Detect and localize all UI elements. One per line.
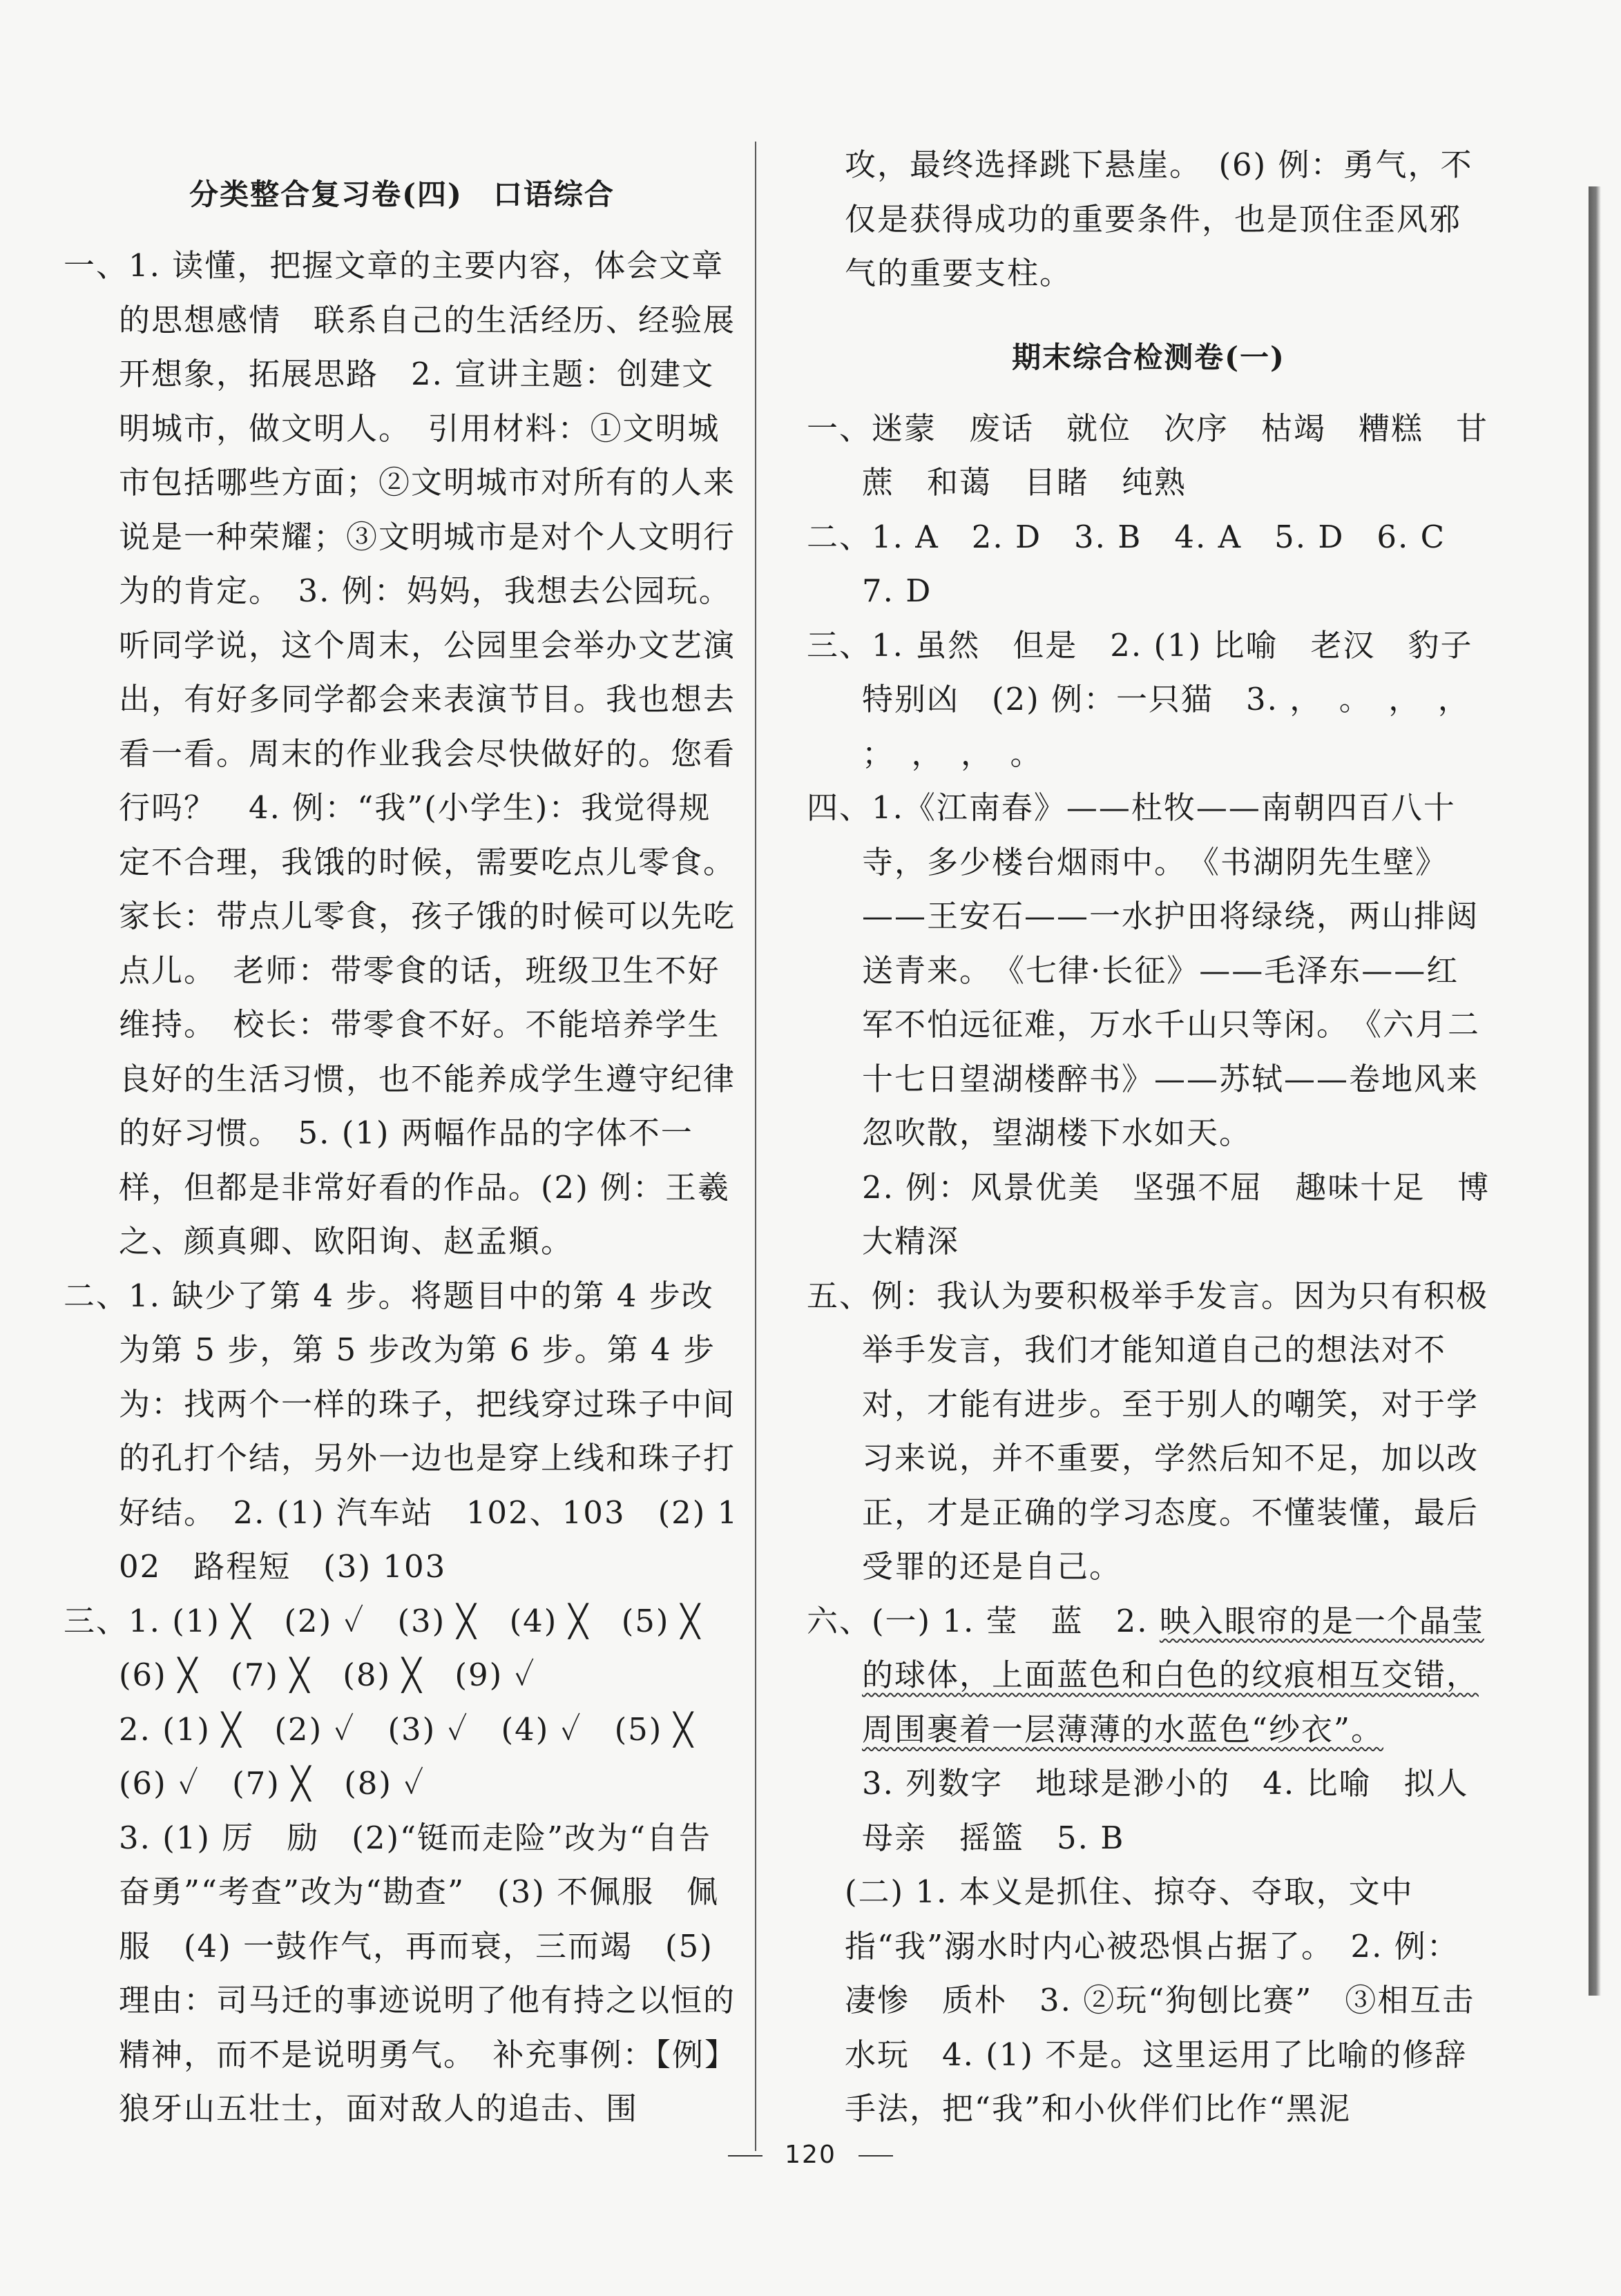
answer-part-3-q2: 2. (1) ╳ (2) ✓ (3) ✓ (4) ✓ (5) ╳ (6) ✓ (7) ╳ (8) ✓ [119, 1710, 727, 1802]
scan-edge-shadow [1589, 186, 1601, 1996]
continued-answer: 攻，最终选择跳下悬崖。 (6) 例：勇气，不仅是获得成功的重要条件，也是顶住歪风邪气的重要支柱。 [845, 146, 1473, 291]
column-divider [755, 142, 756, 2151]
final-part-4-q2: 2. 例：风景优美 坚强不屈 趣味十足 博大精深 [862, 1168, 1490, 1260]
section-title-final-exam-1: 期末综合检测卷(一) [1012, 340, 1285, 374]
answer-part-3-q1: 三、1. (1) ╳ (2) ✓ (3) ╳ (4) ╳ (5) ╳ (6) ╳ (7) ╳ (8) ╳ (9) ✓ [64, 1602, 733, 1693]
final-part-6-reading-2: (二) 1. 本义是抓住、掠夺、夺取，文中指“我”溺水时内心被恐惧占据了。 2. 例：凄惨 质朴 3. ②玩“狗刨比赛” ③相互击水玩 4. (1) 不是。这里运用了比喻的修辞手法，把“我”和小伙伴们比作“黑泥 [845, 1873, 1475, 2127]
footer-dash-right [859, 2155, 893, 2157]
left-column [64, 131, 753, 2136]
final-part-5: 五、例：我认为要积极举手发言。因为只有积极举手发言，我们才能知道自己的想法对不对，才能有进步。至于别人的嘲笑，对于学习来说，并不重要，学然后知不足，加以改正，才是正确的学习态度。不懂装懂，最后受罪的还是自己。 [807, 1277, 1489, 1585]
part-6-prefix: 六、(一) 1. 莹 蓝 2. [807, 1602, 1160, 1639]
right-column [807, 138, 1506, 2136]
answer-part-1: 一、1. 读懂，把握文章的主要内容，体会文章的思想感情 联系自己的生活经历、经验展开想象，拓展思路 2. 宣讲主题：创建文明城市，做文明人。 引用材料：①文明城市包括哪些方面；②文明城市对所有的人来说是一种荣耀；③文明城市是对个人文明行为的肯定。 3. 例：妈妈，我想去公园玩。听同学说，这个周末，公园里会举办文艺演出，有好多同学都会来表演节目。我也想去看一看。周末的作业我会尽快做好的。您看行吗？ 4. 例：“我”(小学生)：我觉得规定不合理，我饿的时候，需要吃点儿零食。 家长：带点儿零食，孩子饿的时候可以先吃点儿。 老师：带零食的话，班级卫生不好维持。 校长：带零食不好。不能培养学生良好的生活习惯，也不能养成学生遵守纪律的好习惯。 5. (1) 两幅作品的字体不一样，但都是非常好看的作品。(2) 例：王羲之、颜真卿、欧阳询、赵孟頫。 [64, 247, 753, 1260]
final-part-3: 三、1. 虽然 但是 2. (1) 比喻 老汉 豹子 特别凶 (2) 例：一只猫 3. ， 。 ， ， ； ， ， 。 [807, 626, 1506, 772]
final-part-2: 二、1. A 2. D 3. B 4. A 5. D 6. C 7. D [807, 518, 1479, 609]
section-title-review-4: 分类整合复习卷(四) 口语综合 [189, 177, 615, 211]
final-part-6-reading-1 [807, 1594, 1490, 1757]
footer-dash-left [728, 2155, 762, 2157]
answer-part-3-q3: 3. (1) 厉 励 (2)“铤而走险”改为“自告奋勇”“考查”改为“勘查” (3) 不佩服 佩服 (4) 一鼓作气，再而衰，三而竭 (5) 理由：司马迁的事迹说明了他有持之以恒的精神，而不是说明勇气。 补充事例：【例】狼牙山五壮士，面对敌人的追击、围 [119, 1819, 738, 2127]
page-number: 120 [785, 2141, 836, 2169]
final-part-6-reading-1-rest: 3. 列数字 地球是渺小的 4. 比喻 拟人 母亲 摇篮 5. B [862, 1765, 1502, 1856]
final-part-4-q1: 四、1.《江南春》——杜牧——南朝四百八十寺，多少楼台烟雨中。 《书湖阴先生壁》——王安石——一水护田将绿绕，两山排闼送青来。 《七律·长征》——毛泽东——红军不怕远征难，万水千山只等闲。 《六月二十七日望湖楼醉书》——苏轼——卷地风来忽吹散，望湖楼下水如天。 [807, 789, 1481, 1151]
answer-part-2: 二、1. 缺少了第 4 步。将题目中的第 4 步改为第 5 步，第 5 步改为第 6 步。第 4 步为：找两个一样的珠子，把线穿过珠子中间的孔打个结，另外一边也是穿上线和珠子打好结。 2. (1) 汽车站 102、103 (2) 102 路程短 (3) 103 [64, 1277, 739, 1585]
final-part-1: 一、迷蒙 废话 就位 次序 枯竭 糟糕 甘蔗 和蔼 目睹 纯熟 [807, 409, 1489, 501]
wavy-underlined-sentence: 映入眼帘的是一个晶莹的球体，上面蓝色和白色的纹痕相互交错，周围裹着一层薄薄的水蓝色“纱衣”。 [862, 1602, 1484, 1748]
page-footer [0, 2141, 1621, 2169]
